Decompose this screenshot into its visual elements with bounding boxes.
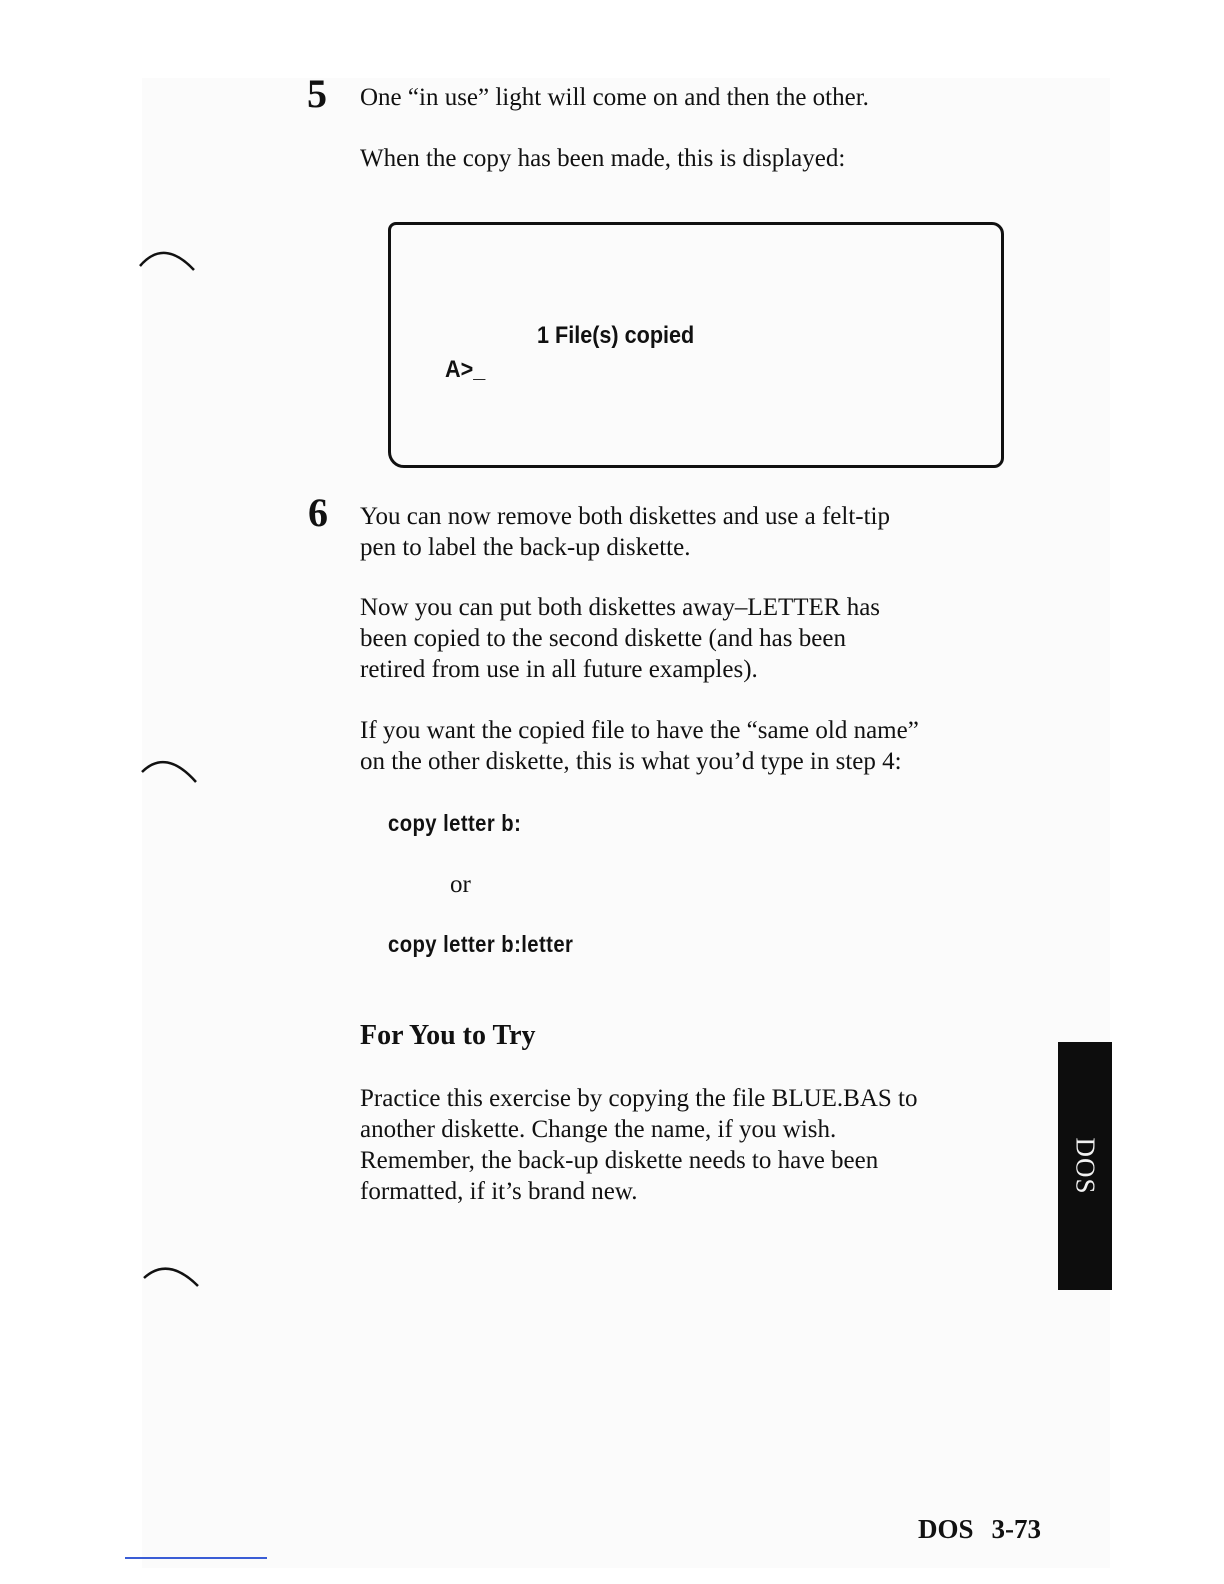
step6-paragraph-2-line: been copied to the second diskette (and has been bbox=[360, 625, 846, 652]
step-number-6: 6 bbox=[308, 490, 328, 535]
binder-hole-mark-bottom bbox=[142, 1258, 202, 1298]
try-section-paragraph bbox=[360, 1083, 918, 1207]
screen-prompt: A>_ bbox=[445, 356, 486, 383]
screen-display-box bbox=[388, 222, 1004, 468]
try-section-line: formatted, if it’s brand new. bbox=[360, 1178, 638, 1205]
folio-section: DOS bbox=[917, 1514, 974, 1544]
section-thumb-tab bbox=[1058, 1042, 1112, 1290]
binder-hole-mark-top bbox=[138, 240, 198, 280]
bottom-edge-line bbox=[125, 1557, 267, 1559]
step6-paragraph-2-line: retired from use in all future examples). bbox=[360, 656, 758, 683]
step5-line-2: When the copy has been made, this is displayed: bbox=[360, 145, 846, 172]
step5-line-1: One “in use” light will come on and then the other. bbox=[360, 84, 869, 111]
step6-paragraph-1-line: You can now remove both diskettes and use a felt-tip bbox=[360, 503, 890, 530]
command-example-2: copy letter b:letter bbox=[388, 931, 574, 957]
or-separator: or bbox=[450, 871, 471, 898]
step-number-5: 5 bbox=[307, 71, 327, 116]
binder-hole-mark-middle bbox=[140, 750, 200, 790]
step6-paragraph-1-line: pen to label the back-up diskette. bbox=[360, 534, 691, 561]
try-section-line: another diskette. Change the name, if you wish. bbox=[360, 1116, 837, 1143]
screen-message: 1 File(s) copied bbox=[537, 322, 695, 349]
try-section-line: Practice this exercise by copying the file BLUE.BAS to bbox=[360, 1085, 918, 1112]
command-example-1: copy letter b: bbox=[388, 810, 522, 836]
step6-paragraph-3-line: If you want the copied file to have the “same old name” bbox=[360, 717, 919, 744]
step6-paragraph-2-line: Now you can put both diskettes away–LETTER has bbox=[360, 594, 881, 621]
section-thumb-tab-label: DOS bbox=[1070, 1137, 1101, 1195]
try-section-line: Remember, the back-up diskette needs to have been bbox=[360, 1147, 879, 1174]
step6-paragraph-3 bbox=[360, 715, 919, 777]
page-folio bbox=[918, 1514, 1041, 1545]
section-heading: For You to Try bbox=[360, 1020, 536, 1051]
folio-page-number: 3-73 bbox=[991, 1514, 1041, 1544]
step6-paragraph-3-line: on the other diskette, this is what you’d type in step 4: bbox=[360, 748, 902, 775]
step6-paragraph-1 bbox=[360, 501, 890, 563]
step6-paragraph-2 bbox=[360, 592, 880, 685]
